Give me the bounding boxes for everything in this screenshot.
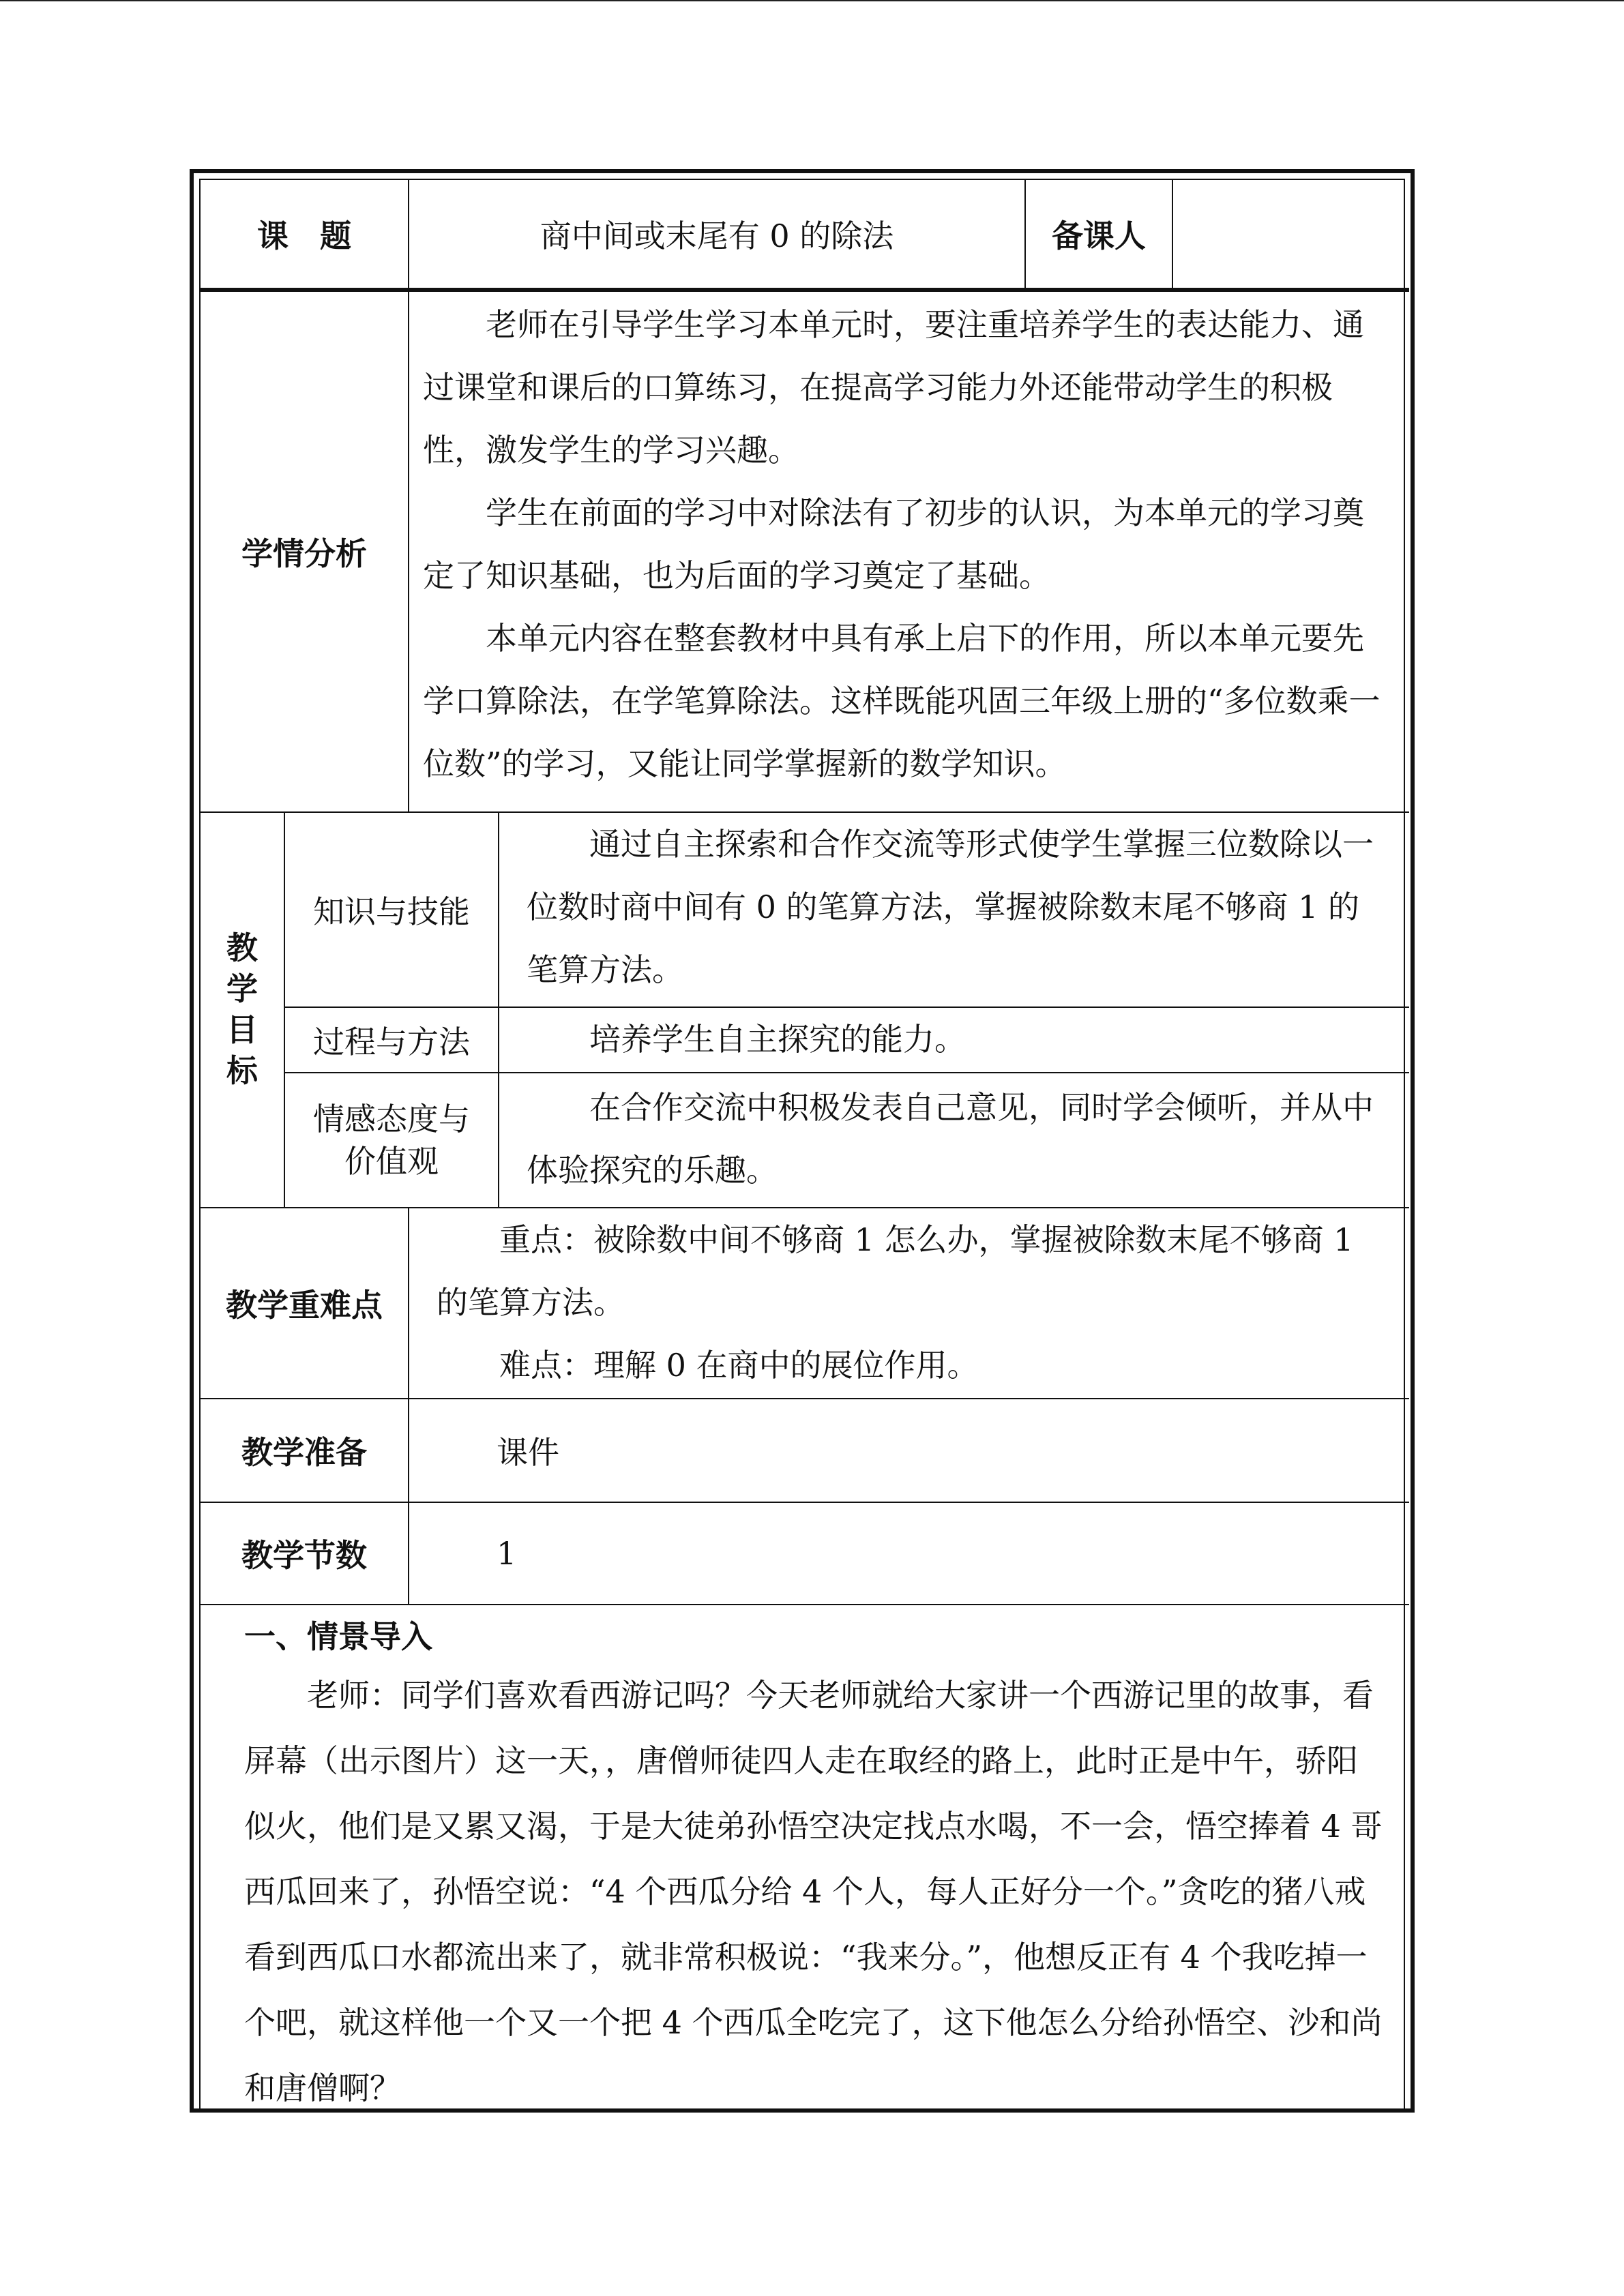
lesson-process: [201, 1605, 1409, 2123]
section-title: 一、情景导入: [244, 1618, 432, 1655]
objective-text-process: [499, 1008, 1409, 1072]
objective-label-process: 过程与方法: [313, 1024, 470, 1060]
objective-paragraph: 培养学生自主探究的能力。: [589, 1021, 966, 1058]
analysis-paragraph: 本单元内容在整套教材中具有承上启下的作用，所以本单元要先学口算除法，在学笔算除法。这样既能巩固三年级上册的“多位数乘一位数”的学习，又能让同学掌握新的数学知识。: [423, 620, 1381, 782]
author-label: 备课人: [1052, 218, 1146, 254]
analysis-paragraph: 老师在引导学生学习本单元时，要注重培养学生的表达能力、通过课堂和课后的口算练习，在提高学习能力外还能带动学生的积极性，激发学生的学习兴趣。: [423, 306, 1364, 468]
lesson-plan-table: [190, 169, 1415, 2113]
objective-text-attitude: [499, 1073, 1409, 1207]
periods-value: 1: [497, 1535, 517, 1572]
topic-label: 课 题: [257, 218, 351, 254]
keypoints-content: [409, 1208, 1409, 1398]
author-value: [1173, 180, 1409, 288]
objective-paragraph: 通过自主探索和合作交流等形式使学生掌握三位数除以一位数时商中间有 0 的笔算方法，掌握被除数末尾不够商 1 的笔算方法。: [527, 826, 1374, 988]
objective-label-attitude: 情感态度与价值观: [313, 1101, 470, 1180]
analysis-label: 学情分析: [241, 535, 367, 572]
keypoints-focus: 重点：被除数中间不够商 1 怎么办，掌握被除数末尾不够商 1 的笔算方法。: [437, 1221, 1354, 1321]
preparation-value: 课件: [497, 1434, 559, 1471]
keypoints-label: 教学重难点: [226, 1287, 383, 1324]
objective-paragraph: 在合作交流中积极发表自己意见，同时学会倾听，并从中体验探究的乐趣。: [527, 1089, 1374, 1189]
analysis-content: [409, 292, 1409, 811]
objective-label-knowledge: 知识与技能: [313, 893, 470, 930]
analysis-paragraph: 学生在前面的学习中对除法有了初步的认识，为本单元的学习奠定了知识基础，也为后面的学习奠定了基础。: [423, 494, 1364, 594]
lesson-paragraph: 老师：同学们喜欢看西游记吗？今天老师就给大家讲一个西游记里的故事，看屏幕（出示图片）这一天，，唐僧师徒四人走在取经的路上，此时正是中午，骄阳似火，他们是又累又渴，于是大徒弟孙悟空决定找点水喝，不一会，悟空捧着 4 哥西瓜回来了，孙悟空说：“4 个西瓜分给 4 个人，每人正好分一个。”贪吃的猪八戒看到西瓜口水都流出来了，就非常积极说：“我来分。”，他想反正有 4 个我吃掉一个吧，就这样他一个又一个把 4 个西瓜全吃完了，这下他怎么分给孙悟空、沙和尚和唐僧啊？: [244, 1677, 1383, 2106]
periods-label: 教学节数: [241, 1537, 367, 1574]
preparation-label: 教学准备: [241, 1434, 367, 1471]
page-top-border: [0, 0, 1624, 1]
objectives-label: 教学目标: [226, 929, 258, 1089]
objective-text-knowledge: [499, 813, 1409, 1007]
topic-value: 商中间或末尾有 0 的除法: [540, 218, 894, 254]
objectives-label-cell: [201, 811, 284, 1207]
keypoints-difficulty: 难点：理解 0 在商中的展位作用。: [499, 1347, 979, 1384]
